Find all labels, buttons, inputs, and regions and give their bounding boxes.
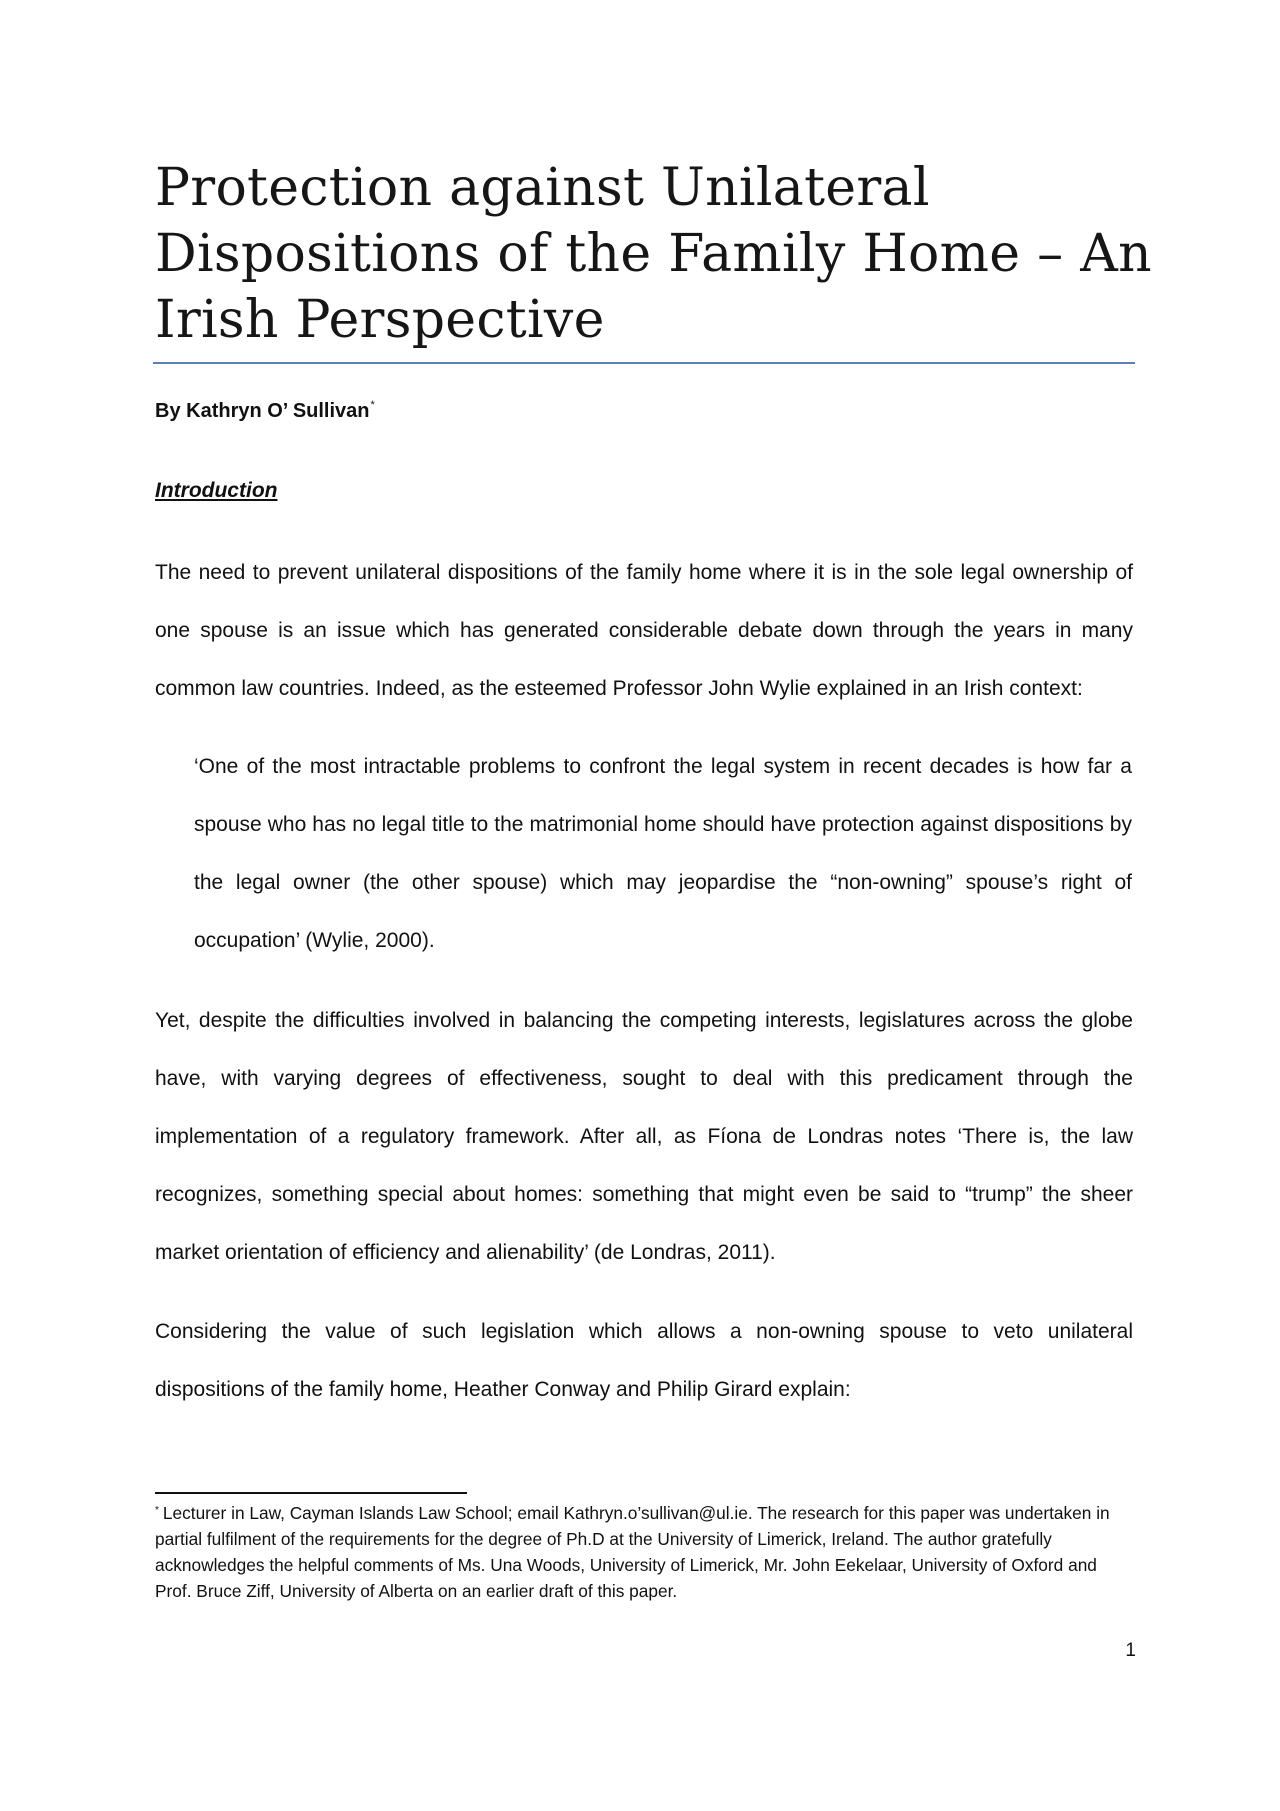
- paper-title: [155, 155, 1152, 353]
- body-paragraph-3: Considering the value of such legislation which allows a non-owning spouse to veto unilateral dispositions of the family home, Heather Conway and Philip Girard explain:: [155, 1320, 1133, 1401]
- body-paragraph-2: Yet, despite the difficulties involved in balancing the competing interests, legislatures across the globe have, with varying degrees of effectiveness, sought to deal with this predicament through the implementation of a regulatory framework. After all, as Fíona de Londras notes ‘There is, the law recognizes, something special about homes: something that might even be said to “trump” the sheer market orientation of efficiency and alienability’ (de Londras, 2011).: [155, 1009, 1133, 1264]
- paper-title-line-2: Dispositions of the Family Home – An: [155, 224, 1152, 284]
- block-quote: ‘One of the most intractable problems to confront the legal system in recent decades is how far a spouse who has no legal title to the matrimonial home should have protection against dispositions by the legal owner (the other spouse) which may jeopardise the “non-owning” spouse’s right of occupation’ (Wylie, 2000).: [194, 755, 1132, 952]
- author-footnote-marker[interactable]: *: [370, 399, 375, 411]
- page-number: 1: [1125, 1640, 1136, 1661]
- section-heading-introduction: Introduction: [155, 479, 278, 502]
- footnote: [155, 1500, 1133, 1604]
- body-paragraph-1: The need to prevent unilateral dispositions of the family home where it is in the sole legal ownership of one spouse is an issue which has generated considerable debate down through the years in many common law countries. Indeed, as the esteemed Professor John Wylie explained in an Irish context:: [155, 561, 1133, 700]
- author-name: By Kathryn O’ Sullivan: [155, 400, 370, 422]
- author-byline: [155, 398, 374, 424]
- title-divider: [153, 362, 1135, 364]
- footnote-separator: [155, 1492, 467, 1494]
- footnote-marker: *: [155, 1505, 159, 1516]
- paper-title-line-1: Protection against Unilateral: [155, 158, 930, 218]
- paper-title-line-3: Irish Perspective: [155, 290, 605, 350]
- footnote-text: Lecturer in Law, Cayman Islands Law School; email Kathryn.o’sullivan@ul.ie. The research for this paper was undertaken in partial fulfilment of the requirements for the degree of Ph.D at the University of Limerick, Ireland. The author gratefully acknowledges the helpful comments of Ms. Una Woods, University of Limerick, Mr. John Eekelaar, University of Oxford and Prof. Bruce Ziff, University of Alberta on an earlier draft of this paper.: [155, 1503, 1110, 1601]
